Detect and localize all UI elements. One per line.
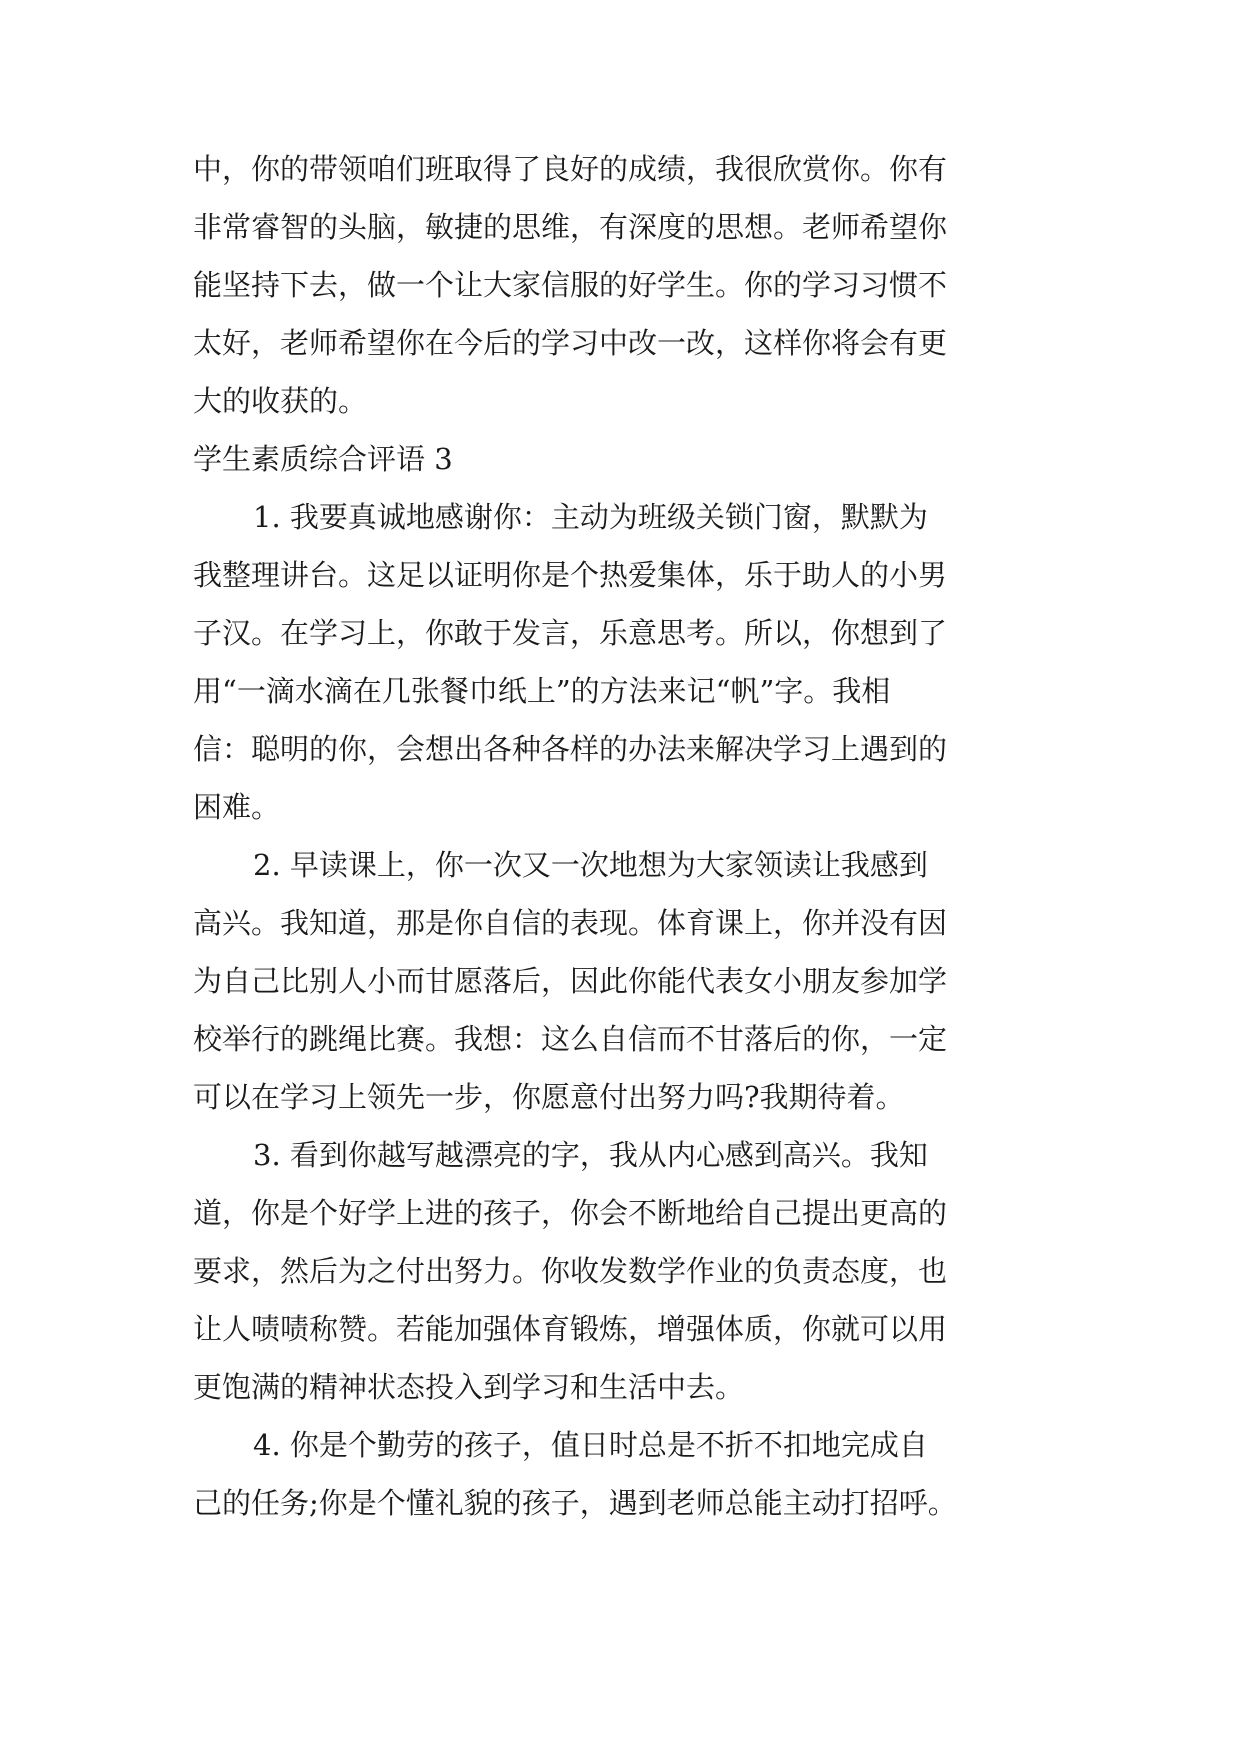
text-line: 高兴。我知道，那是你自信的表现。体育课上，你并没有因: [193, 906, 948, 940]
text-line: 太好，老师希望你在今后的学习中改一改，这样你将会有更: [193, 326, 948, 360]
text-line: 己的任务;你是个懂礼貌的孩子，遇到老师总能主动打招呼。: [193, 1486, 957, 1520]
text-line: 中，你的带领咱们班取得了良好的成绩，我很欣赏你。你有: [193, 152, 948, 186]
section-heading: 学生素质综合评语 3: [193, 442, 453, 476]
text-line: 大的收获的。: [193, 384, 368, 418]
text-line: 道，你是个好学上进的孩子，你会不断地给自己提出更高的: [193, 1196, 948, 1230]
text-line: 为自己比别人小而甘愿落后，因此你能代表女小朋友参加学: [193, 964, 948, 998]
text-line: 能坚持下去，做一个让大家信服的好学生。你的学习习惯不: [193, 268, 948, 302]
text-line: 更饱满的精神状态投入到学习和生活中去。: [193, 1370, 745, 1404]
text-line: 3. 看到你越写越漂亮的字，我从内心感到高兴。我知: [253, 1138, 928, 1172]
text-line: 4. 你是个勤劳的孩子，值日时总是不折不扣地完成自: [253, 1428, 928, 1462]
text-line: 子汉。在学习上，你敢于发言，乐意思考。所以，你想到了: [193, 616, 948, 650]
text-line: 让人啧啧称赞。若能加强体育锻炼，增强体质，你就可以用: [193, 1312, 948, 1346]
text-line: 1. 我要真诚地感谢你：主动为班级关锁门窗，默默为: [253, 500, 928, 534]
text-line: 2. 早读课上，你一次又一次地想为大家领读让我感到: [253, 848, 928, 882]
text-line: 要求，然后为之付出努力。你收发数学作业的负责态度，也: [193, 1254, 948, 1288]
text-line: 用“一滴水滴在几张餐巾纸上”的方法来记“帆”字。我相: [193, 674, 891, 708]
text-line: 信：聪明的你，会想出各种各样的办法来解决学习上遇到的: [193, 732, 948, 766]
text-line: 非常睿智的头脑，敏捷的思维，有深度的思想。老师希望你: [193, 210, 948, 244]
text-line: 校举行的跳绳比赛。我想：这么自信而不甘落后的你，一定: [193, 1022, 948, 1056]
text-line: 可以在学习上领先一步，你愿意付出努力吗?我期待着。: [193, 1080, 905, 1114]
text-line: 困难。: [193, 790, 281, 824]
text-line: 我整理讲台。这足以证明你是个热爱集体，乐于助人的小男: [193, 558, 948, 592]
